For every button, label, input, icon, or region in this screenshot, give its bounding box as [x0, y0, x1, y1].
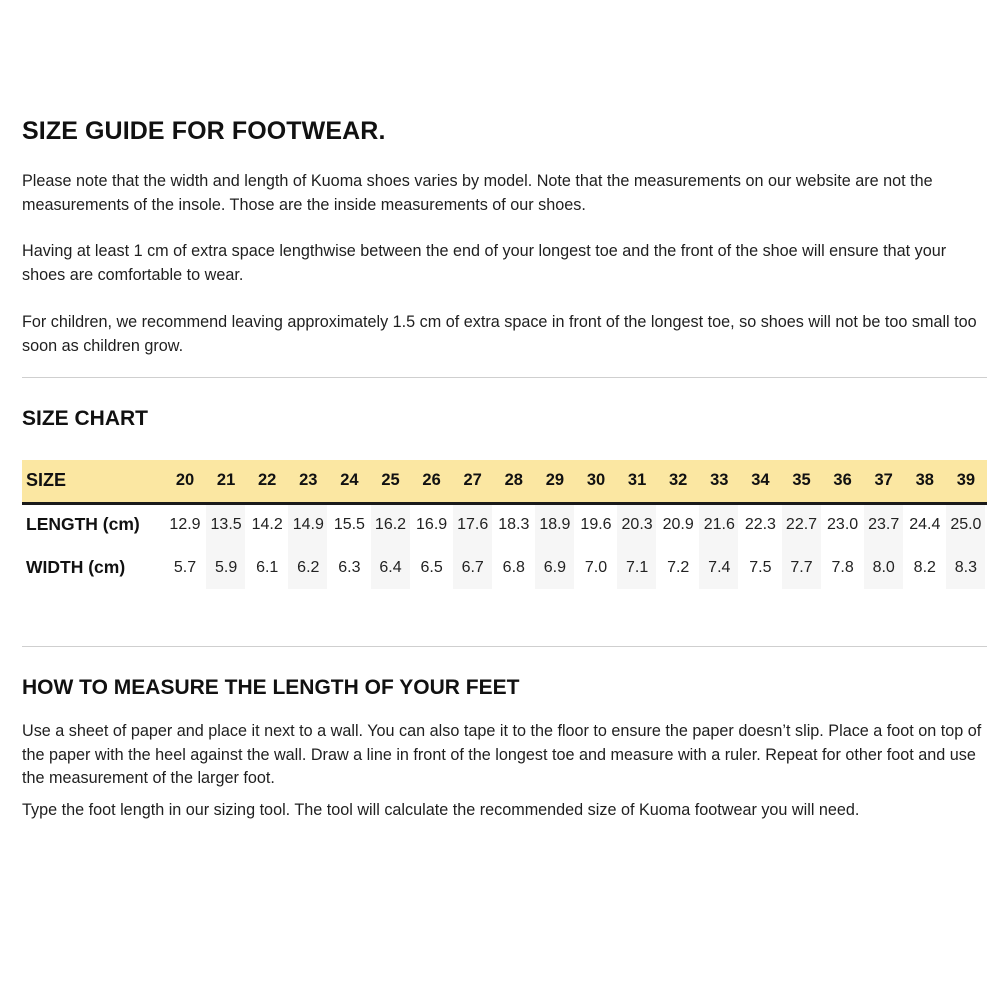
- size-cell: 31: [627, 471, 647, 489]
- size-cell: 33: [710, 471, 729, 489]
- length-cell: 23.7: [868, 516, 900, 533]
- length-cell: 19.6: [580, 516, 612, 533]
- size-chart-heading: SIZE CHART: [22, 407, 148, 430]
- length-cell: 20.9: [662, 516, 694, 533]
- intro-paragraph-2: Having at least 1 cm of extra space lengthwise between the end of your longest toe and the front of the shoe will ensure that your shoes are comfortable to wear.: [22, 242, 947, 284]
- size-guide-page: [22, 0, 987, 1000]
- intro-paragraph-1: Please note that the width and length of Kuoma shoes varies by model. Note that the measurements on our website are not the measurements of the insole. Those are the inside measurements of our shoes.: [22, 172, 933, 214]
- length-cell: 22.7: [785, 516, 818, 533]
- length-cell: 23.0: [827, 516, 859, 533]
- width-cell: 7.5: [749, 559, 772, 576]
- length-cell: 22.3: [744, 516, 776, 533]
- length-cell: 13.5: [210, 516, 242, 533]
- length-cell: 15.5: [333, 516, 365, 533]
- width-cell: 7.8: [831, 559, 854, 576]
- width-cell: 7.2: [667, 559, 690, 576]
- width-cell: 6.3: [338, 559, 361, 576]
- width-cell: 6.9: [543, 559, 567, 576]
- length-cell: 18.9: [539, 516, 571, 533]
- divider-middle: [22, 646, 987, 647]
- width-cell: 6.2: [297, 559, 320, 576]
- size-cell: 26: [422, 471, 441, 489]
- size-cell: 24: [340, 471, 359, 489]
- width-cell: 7.7: [790, 559, 813, 576]
- size-cell: 22: [258, 471, 277, 489]
- width-cell: 6.7: [461, 559, 484, 576]
- length-cell: 25.0: [950, 516, 982, 533]
- size-cell: 37: [874, 471, 893, 489]
- size-cell: 32: [669, 471, 688, 489]
- size-cell: 29: [545, 471, 565, 489]
- width-cell: 6.1: [256, 559, 279, 576]
- length-cell: 16.2: [374, 516, 407, 533]
- width-cell: 7.1: [625, 559, 649, 576]
- divider-top: [22, 377, 987, 378]
- width-cell: 8.2: [913, 559, 936, 576]
- width-row-label: WIDTH (cm): [26, 557, 126, 577]
- size-cell: 21: [216, 471, 236, 489]
- measure-paragraph-1: Use a sheet of paper and place it next to a wall. You can also tape it to the floor to ensure the paper doesn’t slip. Place a foot on top of the paper with the heel against the wall. Draw a line in front of the longest toe and measure with a ruler. Repeat for other foot and use the measurement of the larger foot.: [22, 722, 982, 787]
- length-cell: 16.9: [416, 516, 448, 533]
- width-cell: 5.7: [173, 559, 197, 576]
- width-cell: 7.4: [708, 559, 731, 576]
- size-cell: 35: [792, 471, 811, 489]
- page-title: SIZE GUIDE FOR FOOTWEAR.: [22, 117, 386, 145]
- width-cell: 6.4: [379, 559, 402, 576]
- size-cell: 25: [381, 471, 400, 489]
- width-cell: 8.0: [872, 559, 895, 576]
- size-cell: 34: [751, 471, 770, 489]
- size-cell: 27: [463, 471, 482, 489]
- size-cell: 30: [586, 471, 606, 489]
- length-cell: 17.6: [457, 516, 489, 533]
- length-cell: 24.4: [909, 516, 941, 533]
- size-cell: 39: [956, 471, 976, 489]
- intro-paragraph-3: For children, we recommend leaving approximately 1.5 cm of extra space in front of the longest toe, so shoes will not be too small too soon as children grow.: [22, 313, 977, 355]
- width-cell: 5.9: [214, 559, 238, 576]
- size-cell: 38: [915, 471, 934, 489]
- size-cell: 20: [175, 471, 195, 489]
- length-cell: 18.3: [498, 516, 530, 533]
- length-cell: 21.6: [703, 516, 735, 533]
- size-cell: 36: [833, 471, 852, 489]
- size-column-label: SIZE: [26, 470, 67, 490]
- length-cell: 14.9: [292, 516, 324, 533]
- length-row-label: LENGTH (cm): [26, 514, 140, 534]
- length-cell: 12.9: [169, 516, 201, 533]
- width-cell: 7.0: [584, 559, 608, 576]
- length-cell: 14.2: [251, 516, 283, 533]
- size-cell: 28: [504, 471, 523, 489]
- measure-paragraph-2: Type the foot length in our sizing tool. The tool will calculate the recommended size of Kuoma footwear you will need.: [22, 801, 860, 819]
- width-cell: 6.5: [420, 559, 443, 576]
- width-cell: 8.3: [954, 559, 978, 576]
- size-cell: 23: [299, 471, 318, 489]
- measure-heading: HOW TO MEASURE THE LENGTH OF YOUR FEET: [22, 676, 520, 699]
- length-cell: 20.3: [621, 516, 653, 533]
- width-cell: 6.8: [502, 559, 525, 576]
